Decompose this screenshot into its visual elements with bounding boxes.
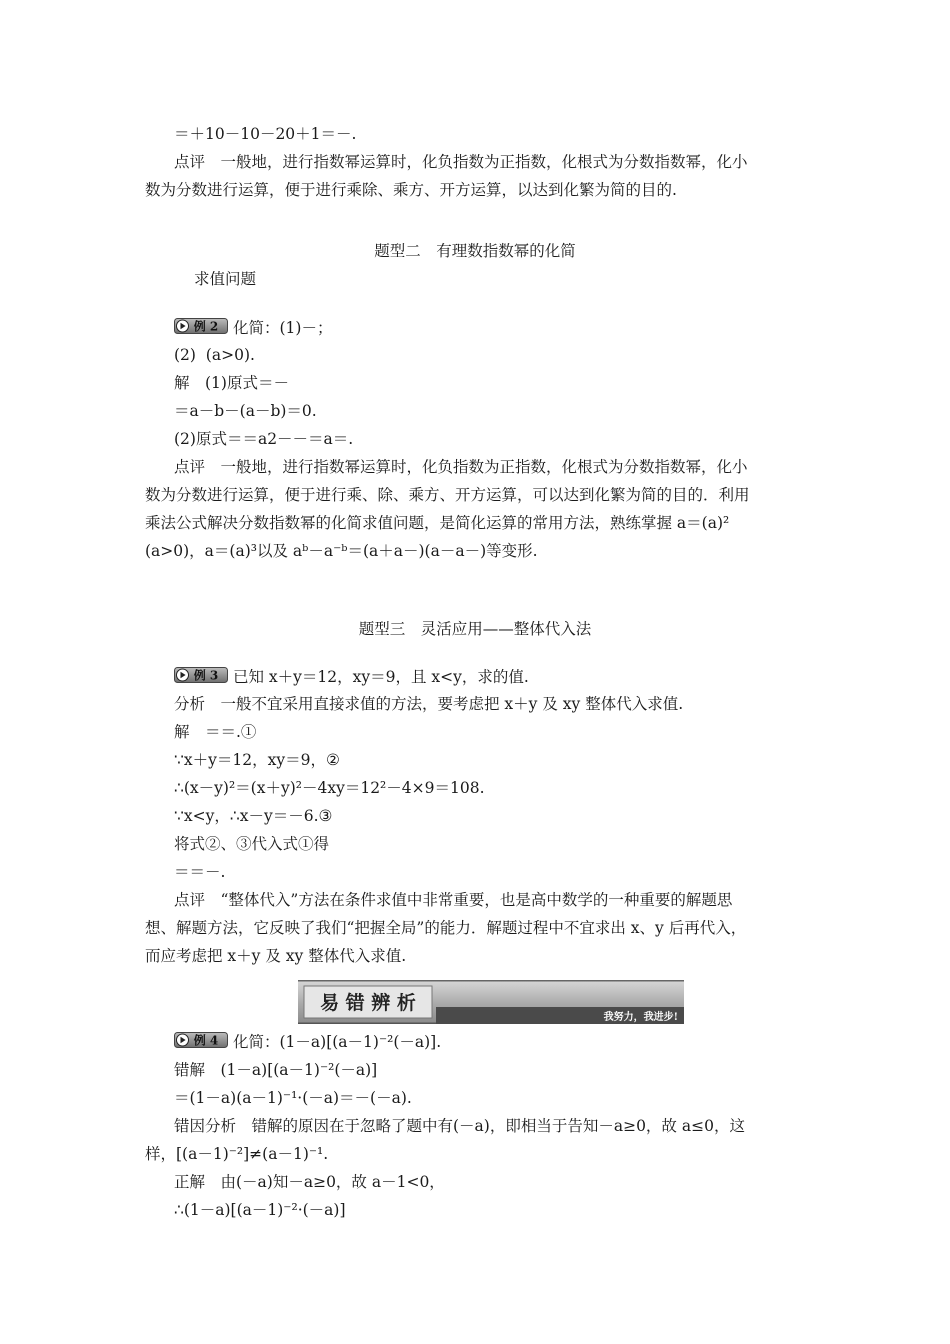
math-line: ∵x＋y＝12，xy＝9，② <box>174 751 340 769</box>
example-3-question <box>174 666 950 687</box>
equation-line: ＝＋10－10－20＋1＝－. <box>174 125 357 143</box>
example-badge-label: 例 4 <box>193 1033 219 1048</box>
math-line: ＝＝－. <box>174 863 226 881</box>
example-3-text: 已知 x＋y＝12，xy＝9，且 x<y，求的值. <box>233 668 529 686</box>
example-4-question <box>174 1031 950 1052</box>
error-analysis-text: 错因分析 错解的原因在于忽略了题中有(－a)，即相当于告知－a≥0，故 a≤0，这 <box>174 1117 745 1135</box>
error-analysis-banner <box>298 980 684 1024</box>
section-heading: 题型三 灵活应用——整体代入法 <box>358 620 592 638</box>
error-analysis-text: 样，[(a－1)⁻²]≠(a－1)⁻¹. <box>145 1145 329 1163</box>
example-badge <box>174 667 228 683</box>
comment-text: 而应考虑把 x＋y 及 xy 整体代入求值. <box>145 947 407 965</box>
comment-text: 数为分数进行运算，便于进行乘除、乘方、开方运算，以达到化繁为简的目的. <box>145 181 677 199</box>
analysis-line: 分析 一般不宜采用直接求值的方法，要考虑把 x＋y 及 xy 整体代入求值. <box>174 695 684 713</box>
example-badge-label: 例 3 <box>193 668 219 683</box>
math-line: ＝a－b－(a－b)＝0. <box>174 402 317 420</box>
math-line: ∵x<y，∴x－y＝－6.③ <box>174 807 333 825</box>
example-badge <box>174 318 228 334</box>
comment-text: 想、解题方法，它反映了我们“把握全局”的能力．解题过程中不宜求出 x、y 后再代入， <box>145 919 747 937</box>
example-badge-label: 例 2 <box>193 319 219 334</box>
math-line: ∴(x－y)²＝(x＋y)²－4xy＝12²－4×9＝108. <box>174 779 485 797</box>
math-line: (2) (a>0). <box>174 346 255 364</box>
comment-text: 数为分数进行运算，便于进行乘、除、乘方、开方运算，可以达到化繁为简的目的．利用 <box>145 486 750 504</box>
solution-line: 解 (1)原式＝－ <box>174 374 289 392</box>
comment-text: 点评 一般地，进行指数幂运算时，化负指数为正指数，化根式为分数指数幂，化小 <box>174 153 748 171</box>
math-line: ∴(1－a)[(a－1)⁻²·(－a)] <box>174 1201 346 1219</box>
example-2-text: 化简：(1)－； <box>233 319 333 337</box>
comment-text: (a>0)，a＝(a)³以及 aᵇ－a⁻ᵇ＝(a＋a－)(a－a－)等变形. <box>145 542 538 560</box>
comment-text: 点评 “整体代入”方法在条件求值中非常重要，也是高中数学的一种重要的解题思 <box>174 891 733 909</box>
text-line: 将式②、③代入式①得 <box>174 835 330 853</box>
solution-line: 解 ＝＝.① <box>174 723 257 741</box>
math-line: ＝(1－a)(a－1)⁻¹·(－a)＝－(－a). <box>174 1089 412 1107</box>
comment-text: 点评 一般地，进行指数幂运算时，化负指数为正指数，化根式为分数指数幂，化小 <box>174 458 748 476</box>
example-2-question <box>174 317 950 338</box>
banner-slogan: 我努力，我进步! <box>603 1012 678 1023</box>
wrong-solution-line: 错解 (1－a)[(a－1)⁻²(－a)] <box>174 1061 378 1079</box>
example-badge <box>174 1032 228 1048</box>
math-line: (2)原式＝＝a2－－＝a＝. <box>174 430 354 448</box>
section-subheading: 求值问题 <box>194 270 257 288</box>
banner-title: 易 错 辨 析 <box>320 992 416 1014</box>
correct-solution-line: 正解 由(－a)知－a≥0，故 a－1<0， <box>174 1173 445 1191</box>
section-heading: 题型二 有理数指数幂的化简 <box>374 242 576 260</box>
comment-text: 乘法公式解决分数指数幂的化简求值问题，是简化运算的常用方法，熟练掌握 a＝(a)² <box>145 514 730 532</box>
example-4-text: 化简：(1－a)[(a－1)⁻²(－a)]. <box>233 1033 442 1051</box>
